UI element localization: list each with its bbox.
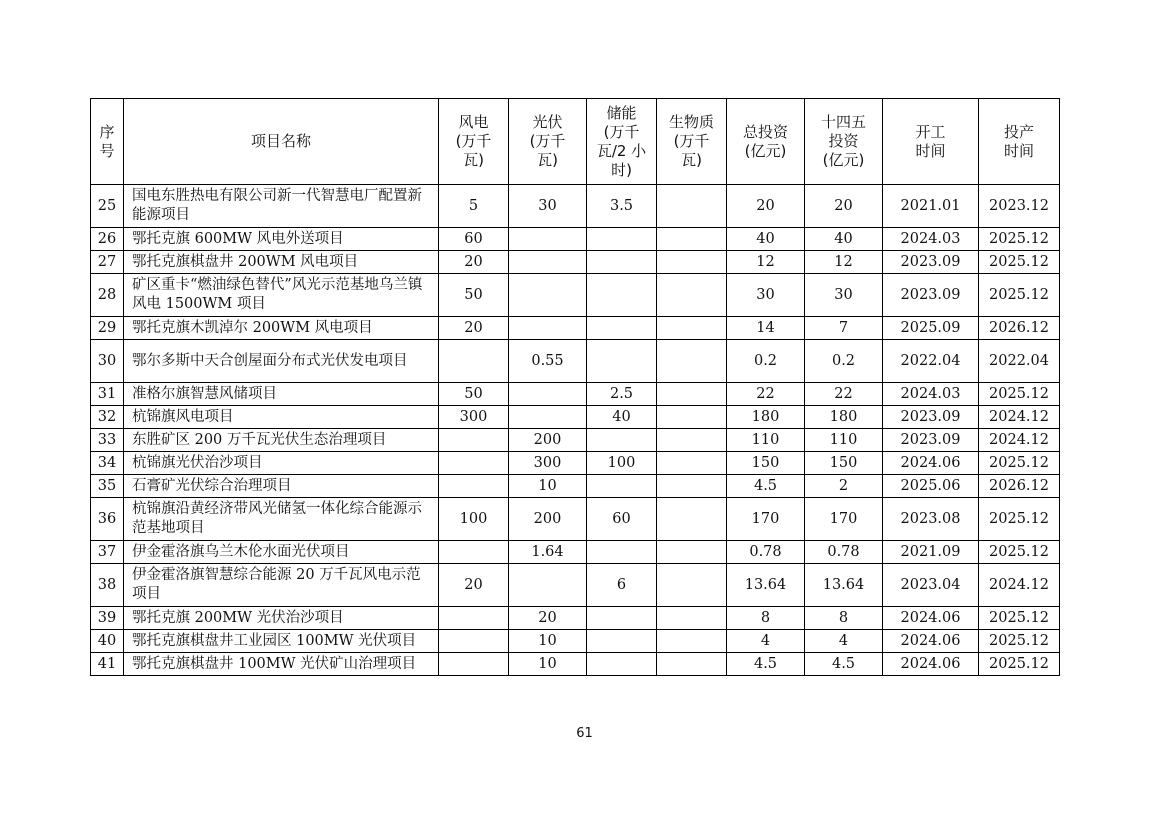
cell-start: 2023.04 bbox=[883, 564, 979, 607]
table-row bbox=[91, 185, 1060, 228]
table-row bbox=[91, 607, 1060, 630]
table-row bbox=[91, 541, 1060, 564]
table-header-row bbox=[91, 99, 1060, 185]
cell-bio bbox=[657, 607, 727, 630]
cell-total: 8 bbox=[727, 607, 805, 630]
cell-storage: 100 bbox=[587, 452, 657, 475]
cell-wind bbox=[439, 340, 509, 383]
cell-storage bbox=[587, 251, 657, 274]
cell-bio bbox=[657, 317, 727, 340]
cell-start: 2025.06 bbox=[883, 475, 979, 498]
cell-name: 矿区重卡“燃油绿色替代”风光示范基地乌兰镇风电 1500WM 项目 bbox=[124, 274, 439, 317]
cell-plan14: 2 bbox=[805, 475, 883, 498]
cell-start: 2025.09 bbox=[883, 317, 979, 340]
cell-plan14: 170 bbox=[805, 498, 883, 541]
cell-name: 鄂托克旗 200MW 光伏治沙项目 bbox=[124, 607, 439, 630]
cell-name: 杭锦旗风电项目 bbox=[124, 406, 439, 429]
cell-start: 2024.06 bbox=[883, 607, 979, 630]
table-row bbox=[91, 251, 1060, 274]
cell-prod: 2024.12 bbox=[979, 406, 1060, 429]
cell-bio bbox=[657, 274, 727, 317]
cell-prod: 2025.12 bbox=[979, 228, 1060, 251]
cell-start: 2024.06 bbox=[883, 452, 979, 475]
cell-no: 28 bbox=[91, 274, 124, 317]
cell-no: 32 bbox=[91, 406, 124, 429]
cell-total: 30 bbox=[727, 274, 805, 317]
cell-start: 2022.04 bbox=[883, 340, 979, 383]
cell-bio bbox=[657, 541, 727, 564]
cell-wind: 20 bbox=[439, 564, 509, 607]
cell-bio bbox=[657, 564, 727, 607]
cell-no: 38 bbox=[91, 564, 124, 607]
cell-no: 41 bbox=[91, 653, 124, 676]
cell-storage: 40 bbox=[587, 406, 657, 429]
cell-pv: 20 bbox=[509, 607, 587, 630]
cell-storage bbox=[587, 274, 657, 317]
cell-total: 13.64 bbox=[727, 564, 805, 607]
cell-plan14: 150 bbox=[805, 452, 883, 475]
cell-name: 伊金霍洛旗乌兰木伦水面光伏项目 bbox=[124, 541, 439, 564]
cell-wind: 50 bbox=[439, 274, 509, 317]
cell-storage bbox=[587, 317, 657, 340]
table-row bbox=[91, 340, 1060, 383]
cell-start: 2023.09 bbox=[883, 406, 979, 429]
cell-wind bbox=[439, 541, 509, 564]
table-row bbox=[91, 317, 1060, 340]
cell-pv: 300 bbox=[509, 452, 587, 475]
cell-pv: 0.55 bbox=[509, 340, 587, 383]
table-row bbox=[91, 383, 1060, 406]
cell-storage bbox=[587, 607, 657, 630]
cell-wind: 100 bbox=[439, 498, 509, 541]
header-col-pv: 光伏 (万千 瓦) bbox=[509, 99, 587, 185]
cell-wind bbox=[439, 452, 509, 475]
table-row bbox=[91, 452, 1060, 475]
cell-plan14: 40 bbox=[805, 228, 883, 251]
cell-pv bbox=[509, 383, 587, 406]
cell-name: 准格尔旗智慧风储项目 bbox=[124, 383, 439, 406]
cell-name: 鄂尔多斯中天合创屋面分布式光伏发电项目 bbox=[124, 340, 439, 383]
cell-name: 鄂托克旗棋盘井工业园区 100MW 光伏项目 bbox=[124, 630, 439, 653]
cell-bio bbox=[657, 185, 727, 228]
cell-prod: 2025.12 bbox=[979, 251, 1060, 274]
cell-no: 33 bbox=[91, 429, 124, 452]
cell-start: 2024.06 bbox=[883, 653, 979, 676]
cell-pv bbox=[509, 251, 587, 274]
cell-pv bbox=[509, 228, 587, 251]
cell-storage: 3.5 bbox=[587, 185, 657, 228]
cell-pv: 200 bbox=[509, 429, 587, 452]
cell-total: 180 bbox=[727, 406, 805, 429]
cell-bio bbox=[657, 475, 727, 498]
cell-wind bbox=[439, 429, 509, 452]
cell-total: 20 bbox=[727, 185, 805, 228]
cell-prod: 2024.12 bbox=[979, 429, 1060, 452]
cell-prod: 2024.12 bbox=[979, 564, 1060, 607]
cell-total: 22 bbox=[727, 383, 805, 406]
cell-name: 鄂托克旗棋盘井 100MW 光伏矿山治理项目 bbox=[124, 653, 439, 676]
cell-prod: 2025.12 bbox=[979, 607, 1060, 630]
cell-plan14: 7 bbox=[805, 317, 883, 340]
cell-total: 0.2 bbox=[727, 340, 805, 383]
cell-no: 26 bbox=[91, 228, 124, 251]
cell-pv bbox=[509, 274, 587, 317]
cell-no: 27 bbox=[91, 251, 124, 274]
cell-prod: 2025.12 bbox=[979, 630, 1060, 653]
header-col-start: 开工 时间 bbox=[883, 99, 979, 185]
cell-bio bbox=[657, 653, 727, 676]
cell-bio bbox=[657, 228, 727, 251]
cell-bio bbox=[657, 498, 727, 541]
cell-wind: 20 bbox=[439, 317, 509, 340]
table-row bbox=[91, 475, 1060, 498]
cell-plan14: 8 bbox=[805, 607, 883, 630]
table-row bbox=[91, 564, 1060, 607]
header-col-wind: 风电 (万千 瓦) bbox=[439, 99, 509, 185]
cell-no: 31 bbox=[91, 383, 124, 406]
cell-name: 石膏矿光伏综合治理项目 bbox=[124, 475, 439, 498]
cell-name: 杭锦旗光伏治沙项目 bbox=[124, 452, 439, 475]
cell-bio bbox=[657, 251, 727, 274]
cell-name: 鄂托克旗 600MW 风电外送项目 bbox=[124, 228, 439, 251]
cell-plan14: 22 bbox=[805, 383, 883, 406]
cell-bio bbox=[657, 630, 727, 653]
cell-start: 2024.03 bbox=[883, 228, 979, 251]
cell-no: 36 bbox=[91, 498, 124, 541]
cell-no: 39 bbox=[91, 607, 124, 630]
cell-wind: 5 bbox=[439, 185, 509, 228]
cell-wind: 60 bbox=[439, 228, 509, 251]
cell-pv: 10 bbox=[509, 630, 587, 653]
cell-start: 2024.03 bbox=[883, 383, 979, 406]
cell-plan14: 12 bbox=[805, 251, 883, 274]
cell-storage bbox=[587, 653, 657, 676]
cell-plan14: 110 bbox=[805, 429, 883, 452]
cell-plan14: 30 bbox=[805, 274, 883, 317]
cell-start: 2021.09 bbox=[883, 541, 979, 564]
cell-storage bbox=[587, 541, 657, 564]
cell-start: 2021.01 bbox=[883, 185, 979, 228]
table-row bbox=[91, 274, 1060, 317]
cell-bio bbox=[657, 340, 727, 383]
cell-no: 35 bbox=[91, 475, 124, 498]
cell-pv bbox=[509, 564, 587, 607]
cell-name: 鄂托克旗棋盘井 200WM 风电项目 bbox=[124, 251, 439, 274]
table-row bbox=[91, 630, 1060, 653]
cell-pv bbox=[509, 317, 587, 340]
cell-prod: 2025.12 bbox=[979, 274, 1060, 317]
table-row bbox=[91, 653, 1060, 676]
cell-prod: 2025.12 bbox=[979, 653, 1060, 676]
cell-wind bbox=[439, 607, 509, 630]
cell-no: 34 bbox=[91, 452, 124, 475]
header-col-storage: 储能 (万千 瓦/2 小 时) bbox=[587, 99, 657, 185]
cell-wind bbox=[439, 475, 509, 498]
cell-storage: 60 bbox=[587, 498, 657, 541]
cell-plan14: 0.2 bbox=[805, 340, 883, 383]
cell-prod: 2025.12 bbox=[979, 541, 1060, 564]
cell-storage: 2.5 bbox=[587, 383, 657, 406]
table-body bbox=[91, 185, 1060, 676]
header-col-plan14: 十四五 投资 (亿元) bbox=[805, 99, 883, 185]
cell-no: 29 bbox=[91, 317, 124, 340]
cell-total: 4 bbox=[727, 630, 805, 653]
cell-pv: 200 bbox=[509, 498, 587, 541]
cell-no: 40 bbox=[91, 630, 124, 653]
cell-start: 2023.09 bbox=[883, 251, 979, 274]
cell-name: 国电东胜热电有限公司新一代智慧电厂配置新能源项目 bbox=[124, 185, 439, 228]
project-table bbox=[90, 98, 1060, 676]
cell-name: 杭锦旗沿黄经济带风光储氢一体化综合能源示范基地项目 bbox=[124, 498, 439, 541]
cell-bio bbox=[657, 383, 727, 406]
cell-no: 37 bbox=[91, 541, 124, 564]
cell-wind: 50 bbox=[439, 383, 509, 406]
cell-prod: 2026.12 bbox=[979, 317, 1060, 340]
cell-plan14: 0.78 bbox=[805, 541, 883, 564]
header-col-total: 总投资 (亿元) bbox=[727, 99, 805, 185]
cell-total: 170 bbox=[727, 498, 805, 541]
table-row bbox=[91, 228, 1060, 251]
cell-total: 110 bbox=[727, 429, 805, 452]
cell-start: 2023.08 bbox=[883, 498, 979, 541]
cell-no: 30 bbox=[91, 340, 124, 383]
cell-total: 0.78 bbox=[727, 541, 805, 564]
cell-storage bbox=[587, 429, 657, 452]
cell-pv: 1.64 bbox=[509, 541, 587, 564]
cell-pv: 30 bbox=[509, 185, 587, 228]
cell-wind bbox=[439, 653, 509, 676]
cell-prod: 2026.12 bbox=[979, 475, 1060, 498]
cell-prod: 2023.12 bbox=[979, 185, 1060, 228]
header-col-bio: 生物质 (万千 瓦) bbox=[657, 99, 727, 185]
cell-total: 12 bbox=[727, 251, 805, 274]
page-number: 61 bbox=[576, 726, 593, 741]
cell-total: 4.5 bbox=[727, 653, 805, 676]
cell-plan14: 13.64 bbox=[805, 564, 883, 607]
header-col-name: 项目名称 bbox=[124, 99, 439, 185]
cell-storage bbox=[587, 228, 657, 251]
cell-start: 2023.09 bbox=[883, 274, 979, 317]
cell-storage bbox=[587, 475, 657, 498]
header-col-prod: 投产 时间 bbox=[979, 99, 1060, 185]
cell-bio bbox=[657, 452, 727, 475]
header-col-no: 序 号 bbox=[91, 99, 124, 185]
cell-prod: 2025.12 bbox=[979, 452, 1060, 475]
table-row bbox=[91, 429, 1060, 452]
cell-name: 伊金霍洛旗智慧综合能源 20 万千瓦风电示范项目 bbox=[124, 564, 439, 607]
cell-total: 4.5 bbox=[727, 475, 805, 498]
cell-prod: 2022.04 bbox=[979, 340, 1060, 383]
cell-wind: 300 bbox=[439, 406, 509, 429]
cell-total: 150 bbox=[727, 452, 805, 475]
cell-start: 2023.09 bbox=[883, 429, 979, 452]
cell-storage: 6 bbox=[587, 564, 657, 607]
cell-no: 25 bbox=[91, 185, 124, 228]
cell-total: 14 bbox=[727, 317, 805, 340]
cell-pv: 10 bbox=[509, 475, 587, 498]
cell-start: 2024.06 bbox=[883, 630, 979, 653]
table-row bbox=[91, 406, 1060, 429]
cell-wind bbox=[439, 630, 509, 653]
cell-plan14: 4 bbox=[805, 630, 883, 653]
cell-bio bbox=[657, 406, 727, 429]
cell-plan14: 180 bbox=[805, 406, 883, 429]
table-row bbox=[91, 498, 1060, 541]
cell-storage bbox=[587, 340, 657, 383]
cell-wind: 20 bbox=[439, 251, 509, 274]
cell-pv bbox=[509, 406, 587, 429]
cell-plan14: 4.5 bbox=[805, 653, 883, 676]
cell-storage bbox=[587, 630, 657, 653]
cell-pv: 10 bbox=[509, 653, 587, 676]
cell-plan14: 20 bbox=[805, 185, 883, 228]
cell-name: 东胜矿区 200 万千瓦光伏生态治理项目 bbox=[124, 429, 439, 452]
cell-name: 鄂托克旗木凯淖尔 200WM 风电项目 bbox=[124, 317, 439, 340]
cell-total: 40 bbox=[727, 228, 805, 251]
cell-prod: 2025.12 bbox=[979, 498, 1060, 541]
cell-bio bbox=[657, 429, 727, 452]
cell-prod: 2025.12 bbox=[979, 383, 1060, 406]
